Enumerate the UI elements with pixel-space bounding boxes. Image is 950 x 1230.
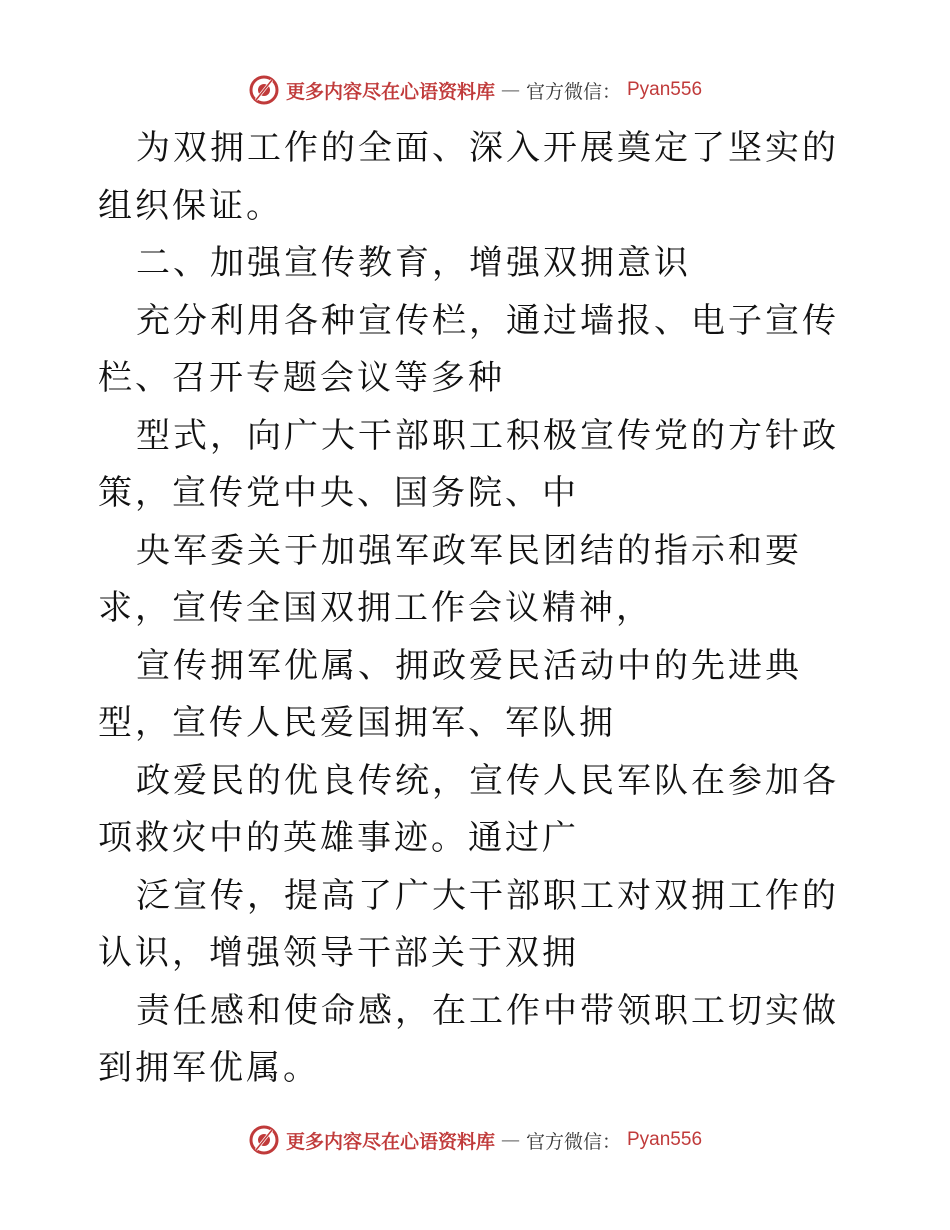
document-body — [98, 120, 858, 1098]
paragraph: 泛宣传，提高了广大干部职工对双拥工作的认识，增强领导干部关于双拥 — [98, 875, 839, 973]
header-promo-text: 更多内容尽在心语资料库 — [285, 80, 495, 103]
paragraph: 责任感和使命感，在工作中带领职工切实做到拥军优属。 — [98, 990, 839, 1088]
footer-banner — [0, 1120, 950, 1160]
header-separator: — — [500, 79, 520, 101]
paragraph: 充分利用各种宣传栏，通过墙报、电子宣传栏、召开专题会议等多种 — [98, 300, 839, 398]
paragraph: 央军委关于加强军政军民团结的指示和要求，宣传全国双拥工作会议精神， — [98, 530, 802, 628]
brand-logo-icon — [248, 74, 280, 106]
paragraph: 型式，向广大干部职工积极宣传党的方针政策，宣传党中央、国务院、中 — [98, 415, 839, 513]
footer-contact-id: Pyan556 — [627, 1129, 703, 1150]
header-banner — [0, 70, 950, 110]
paragraph: 为双拥工作的全面、深入开展奠定了坚实的组织保证。 — [98, 128, 839, 226]
brand-logo-icon — [248, 1124, 280, 1156]
header-banner-inner — [248, 74, 702, 106]
footer-promo-text: 更多内容尽在心语资料库 — [285, 1130, 495, 1153]
section-heading: 二、加强宣传教育，增强双拥意识 — [136, 243, 691, 283]
paragraph: 政爱民的优良传统，宣传人民军队在参加各项救灾中的英雄事迹。通过广 — [98, 760, 839, 858]
footer-contact-label: 官方微信： — [525, 1130, 621, 1153]
footer-banner-inner — [248, 1124, 702, 1156]
paragraph: 宣传拥军优属、拥政爱民活动中的先进典型，宣传人民爱国拥军、军队拥 — [98, 645, 802, 743]
header-contact-label: 官方微信： — [525, 80, 621, 103]
footer-separator: — — [500, 1129, 520, 1151]
header-contact-id: Pyan556 — [627, 79, 703, 100]
